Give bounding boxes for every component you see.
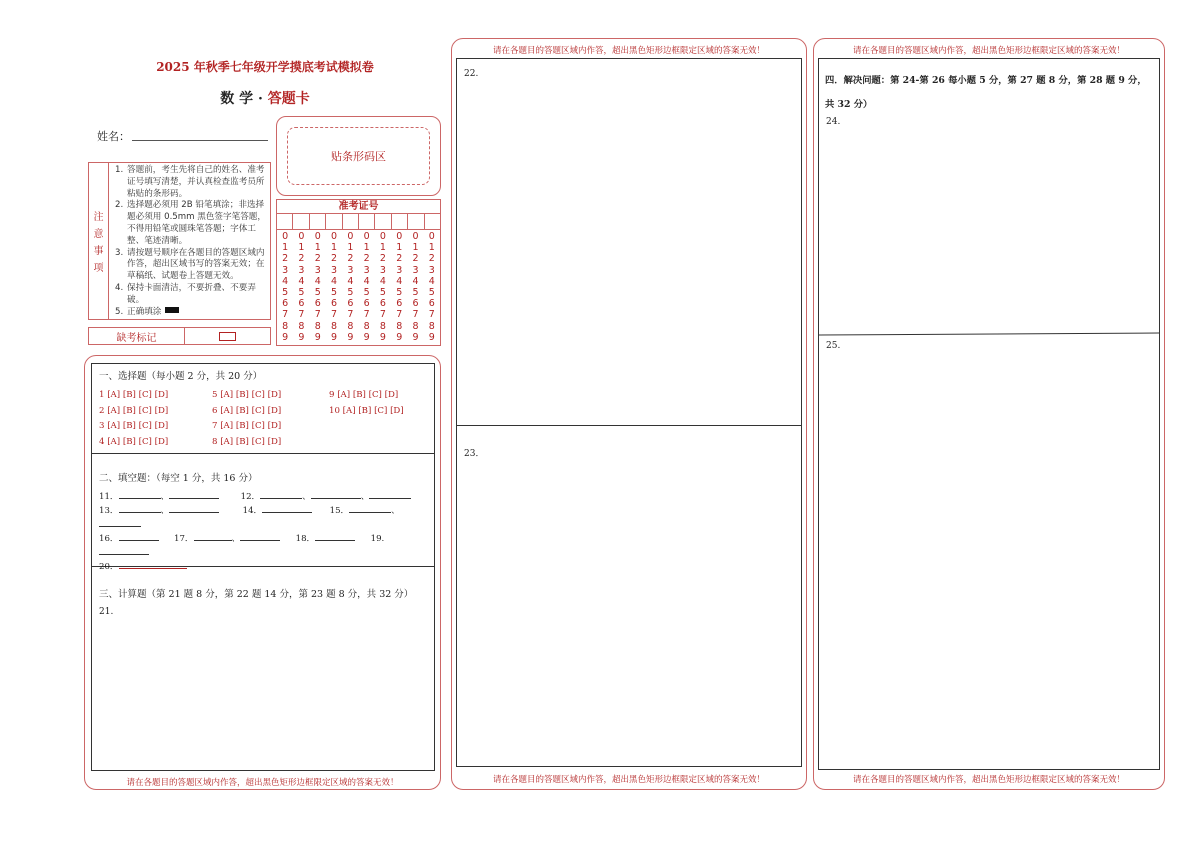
exam-digit-bubble[interactable]: 1 xyxy=(347,242,354,254)
fill-blank[interactable] xyxy=(119,504,161,513)
exam-number-cell[interactable] xyxy=(277,214,293,229)
q-number: 18． xyxy=(295,534,316,544)
note-item xyxy=(115,307,266,319)
notes-side-char: 意 xyxy=(93,229,104,240)
exam-digit-bubble[interactable]: 6 xyxy=(412,298,419,310)
q25-label: 25. xyxy=(826,341,841,351)
subject-label: 数 学 · xyxy=(220,91,268,107)
fill-row: 16． 17． 、 18． 19. xyxy=(99,532,433,560)
exam-number-column xyxy=(293,231,309,343)
exam-number-column xyxy=(391,231,407,343)
exam-digit-bubble[interactable]: 1 xyxy=(396,242,403,254)
exam-digit-bubble[interactable]: 2 xyxy=(282,253,289,265)
exam-digit-bubble[interactable]: 9 xyxy=(428,331,435,343)
barcode-label: 贴条形码区 xyxy=(287,127,430,185)
exam-digit-bubble[interactable]: 7 xyxy=(396,309,403,321)
exam-digit-bubble[interactable]: 7 xyxy=(298,309,305,321)
exam-digit-bubble[interactable]: 2 xyxy=(396,253,403,265)
exam-number-column xyxy=(358,231,374,343)
note-number: 2. xyxy=(115,200,124,211)
fill-row: 13． 、 14． 15． 、 xyxy=(99,504,433,532)
exam-digit-bubble[interactable]: 3 xyxy=(282,264,289,276)
exam-digit-bubble[interactable]: 1 xyxy=(298,242,305,254)
fill-sample-mark xyxy=(165,307,179,313)
exam-digit-bubble[interactable]: 1 xyxy=(412,242,419,254)
q23-label: 23． xyxy=(464,449,485,459)
exam-digit-bubble[interactable]: 2 xyxy=(314,253,321,265)
fill-blank[interactable] xyxy=(169,504,219,513)
exam-digit-bubble[interactable]: 9 xyxy=(347,331,354,343)
note-text: 选择题必须用 2B 铅笔填涂；非选择题必须用 0.5mm 黑色签字笔答题，不得用铅笔或圆珠笔答题；字体工整、笔迹清晰。 xyxy=(127,200,266,246)
fill-blank[interactable] xyxy=(194,532,232,541)
exam-digit-bubble[interactable]: 3 xyxy=(396,264,403,276)
notes-side-char: 事 xyxy=(93,246,104,257)
exam-digit-bubble[interactable]: 9 xyxy=(298,331,305,343)
mc-question[interactable]: 2 [A] [B] [C] [D] xyxy=(99,405,169,416)
exam-digit-bubble[interactable]: 9 xyxy=(396,331,403,343)
note-number: 3. xyxy=(115,247,124,258)
fill-blank[interactable] xyxy=(169,490,219,499)
note-item xyxy=(115,200,266,247)
note-text: 请按题号顺序在各题目的答题区域内作答，超出区域书写的答案无效；在草稿纸、试题卷上答题无效。 xyxy=(127,247,265,282)
absent-mark-row xyxy=(88,327,271,345)
exam-digit-bubble[interactable]: 6 xyxy=(379,298,386,310)
warning-note: 请在各题目的答题区域内作答，超出黑色矩形边框限定区域的答案无效！ xyxy=(492,46,765,56)
warning-note: 请在各题目的答题区域内作答，超出黑色矩形边框限定区域的答案无效！ xyxy=(852,46,1125,56)
exam-digit-bubble[interactable]: 7 xyxy=(428,309,435,321)
notes-box xyxy=(88,162,271,320)
exam-digit-bubble[interactable]: 1 xyxy=(363,242,370,254)
notes-side-char: 注 xyxy=(93,212,104,223)
exam-digit-bubble[interactable]: 5 xyxy=(379,287,386,299)
q-number: 17． xyxy=(174,534,194,544)
exam-digit-bubble[interactable]: 4 xyxy=(412,275,419,287)
exam-digit-bubble[interactable]: 6 xyxy=(298,298,305,310)
q24-label: 24. xyxy=(826,117,841,127)
fill-blank[interactable] xyxy=(99,518,141,527)
q-number: 19. xyxy=(370,534,385,544)
fill-blank[interactable] xyxy=(119,490,161,499)
fill-blank[interactable] xyxy=(119,532,159,541)
exam-digit-bubble[interactable]: 5 xyxy=(396,287,403,299)
exam-digit-bubble[interactable]: 9 xyxy=(379,331,386,343)
exam-digit-bubble[interactable]: 1 xyxy=(428,242,435,254)
fill-blank[interactable] xyxy=(311,490,361,499)
exam-number-cell[interactable] xyxy=(343,214,359,229)
exam-digit-bubble[interactable]: 0 xyxy=(412,231,419,242)
exam-digit-bubble[interactable]: 6 xyxy=(314,298,321,310)
exam-digit-bubble[interactable]: 1 xyxy=(314,242,321,254)
exam-digit-bubble[interactable]: 0 xyxy=(428,231,435,242)
q-number: 15． xyxy=(329,506,350,516)
exam-digit-bubble[interactable]: 9 xyxy=(314,331,321,343)
fill-row: 11． 、 12． 、 、 xyxy=(99,490,433,504)
exam-digit-bubble[interactable]: 1 xyxy=(331,242,338,254)
exam-digit-bubble[interactable]: 4 xyxy=(363,275,370,287)
exam-digit-bubble[interactable]: 0 xyxy=(314,231,321,242)
exam-digit-bubble[interactable]: 7 xyxy=(331,309,338,321)
exam-digit-bubble[interactable]: 3 xyxy=(412,264,419,276)
exam-digit-bubble[interactable]: 4 xyxy=(428,275,435,287)
note-item xyxy=(115,283,266,307)
note-text: 保持卡面清洁，不要折叠、不要弄破。 xyxy=(127,282,256,305)
notes-list xyxy=(109,163,270,319)
exam-digit-bubble[interactable]: 4 xyxy=(396,275,403,287)
notes-side-char: 项 xyxy=(93,263,104,274)
exam-digit-bubble[interactable]: 0 xyxy=(396,231,403,242)
q21-label: 21. xyxy=(99,607,114,617)
mc-question[interactable]: 10 [A] [B] [C] [D] xyxy=(329,405,404,416)
section2-box xyxy=(91,454,435,572)
fill-blank[interactable] xyxy=(315,532,355,541)
exam-digit-bubble[interactable]: 5 xyxy=(314,287,321,299)
exam-digit-bubble[interactable]: 4 xyxy=(347,275,354,287)
section2-title: 二、填空题：（每空 1 分，共 16 分） xyxy=(99,473,258,484)
exam-digit-bubble[interactable]: 2 xyxy=(298,253,305,265)
warning-note: 请在各题目的答题区域内作答，超出黑色矩形边框限定区域的答案无效！ xyxy=(492,775,765,785)
mc-question[interactable]: 8 [A] [B] [C] [D] xyxy=(212,436,282,447)
exam-digit-bubble[interactable]: 6 xyxy=(363,298,370,310)
q-number: 20． xyxy=(99,562,119,572)
exam-digit-bubble[interactable]: 5 xyxy=(282,287,289,299)
exam-digit-bubble[interactable]: 4 xyxy=(379,275,386,287)
exam-title: 2025 年秋季七年级开学摸底考试模拟卷 xyxy=(156,60,374,74)
fill-blank[interactable] xyxy=(349,504,391,513)
exam-digit-bubble[interactable]: 8 xyxy=(282,320,289,332)
notes-side-label xyxy=(89,163,109,319)
mc-column-1 xyxy=(99,388,168,450)
exam-digit-bubble[interactable]: 5 xyxy=(347,287,354,299)
exam-digit-bubble[interactable]: 5 xyxy=(363,287,370,299)
exam-digit-bubble[interactable]: 7 xyxy=(379,309,386,321)
q23-answer-box[interactable] xyxy=(456,426,802,767)
fill-blank[interactable] xyxy=(369,490,411,499)
section3-title: 三、计算题（第 21 题 8 分，第 22 题 14 分，第 23 题 8 分，共 32 分） xyxy=(99,589,414,600)
exam-digit-bubble[interactable]: 0 xyxy=(282,231,289,242)
exam-digit-bubble[interactable]: 5 xyxy=(331,287,338,299)
exam-digit-bubble[interactable]: 7 xyxy=(412,309,419,321)
answer-card-label: 答题卡 xyxy=(267,91,310,107)
absent-label: 缺考标记 xyxy=(89,328,185,344)
exam-digit-bubble[interactable]: 8 xyxy=(428,320,435,332)
exam-digit-bubble[interactable]: 5 xyxy=(412,287,419,299)
exam-digit-bubble[interactable]: 2 xyxy=(331,253,338,265)
note-number: 5. xyxy=(115,306,124,317)
exam-digit-bubble[interactable]: 6 xyxy=(347,298,354,310)
exam-digit-bubble[interactable]: 7 xyxy=(314,309,321,321)
exam-number-title: 准考证号 xyxy=(277,200,440,214)
exam-digit-bubble[interactable]: 6 xyxy=(282,298,289,310)
q-number: 11． xyxy=(99,492,119,502)
mc-question[interactable]: 5 [A] [B] [C] [D] xyxy=(212,390,282,400)
q-number: 13． xyxy=(99,506,119,516)
mc-column-3 xyxy=(329,388,404,419)
exam-digit-bubble[interactable]: 2 xyxy=(379,253,386,265)
exam-digit-bubble[interactable]: 4 xyxy=(331,275,338,287)
exam-digit-bubble[interactable]: 4 xyxy=(282,275,289,287)
exam-digit-bubble[interactable]: 3 xyxy=(363,264,370,276)
exam-digit-bubble[interactable]: 9 xyxy=(363,331,370,343)
q25-answer-box[interactable] xyxy=(819,336,1159,769)
warning-note: 请在各题目的答题区域内作答，超出黑色矩形边框限定区域的答案无效！ xyxy=(852,775,1125,785)
fill-blank[interactable] xyxy=(99,546,149,555)
exam-digit-bubble[interactable]: 3 xyxy=(428,264,435,276)
exam-digit-bubble[interactable]: 5 xyxy=(428,287,435,299)
exam-number-cell[interactable] xyxy=(425,214,440,229)
section4-title-line2: 共 32 分） xyxy=(825,99,873,110)
exam-number-write-cells xyxy=(277,214,440,230)
exam-digit-bubble[interactable]: 3 xyxy=(298,264,305,276)
note-number: 4. xyxy=(115,282,124,293)
name-label: 姓名： xyxy=(97,130,130,143)
fill-blank[interactable] xyxy=(240,532,280,541)
exam-digit-bubble[interactable]: 4 xyxy=(298,275,305,287)
exam-number-cell[interactable] xyxy=(293,214,309,229)
exam-number-column xyxy=(375,231,391,343)
exam-digit-bubble[interactable]: 2 xyxy=(363,253,370,265)
fill-in-rows xyxy=(99,490,433,574)
exam-digit-bubble[interactable]: 8 xyxy=(396,320,403,332)
exam-number-grid xyxy=(276,199,441,346)
exam-digit-bubble[interactable]: 9 xyxy=(412,331,419,343)
exam-number-column xyxy=(310,231,326,343)
exam-number-column xyxy=(277,231,293,343)
name-field[interactable] xyxy=(132,140,268,141)
note-item xyxy=(115,248,266,283)
warning-note: 请在各题目的答题区域内作答，超出黑色矩形边框限定区域的答案无效！ xyxy=(126,778,399,788)
exam-number-column xyxy=(326,231,342,343)
exam-digit-bubble[interactable]: 9 xyxy=(331,331,338,343)
mc-question[interactable]: 4 [A] [B] [C] [D] xyxy=(99,436,169,447)
exam-number-bubbles xyxy=(277,230,440,343)
exam-digit-bubble[interactable]: 3 xyxy=(331,264,338,276)
fill-blank[interactable] xyxy=(262,504,312,513)
exam-digit-bubble[interactable]: 8 xyxy=(379,320,386,332)
exam-digit-bubble[interactable]: 3 xyxy=(314,264,321,276)
exam-number-cell[interactable] xyxy=(310,214,326,229)
exam-digit-bubble[interactable]: 1 xyxy=(282,242,289,254)
barcode-area xyxy=(276,116,441,196)
absent-box-cell xyxy=(185,328,270,344)
exam-digit-bubble[interactable]: 4 xyxy=(314,275,321,287)
exam-digit-bubble[interactable]: 2 xyxy=(347,253,354,265)
q22-answer-box[interactable] xyxy=(456,58,802,426)
exam-number-cell[interactable] xyxy=(408,214,424,229)
exam-digit-bubble[interactable]: 8 xyxy=(347,320,354,332)
exam-digit-bubble[interactable]: 0 xyxy=(379,231,386,242)
exam-number-column xyxy=(424,231,440,343)
exam-digit-bubble[interactable]: 3 xyxy=(347,264,354,276)
exam-digit-bubble[interactable]: 0 xyxy=(363,231,370,242)
exam-digit-bubble[interactable]: 2 xyxy=(412,253,419,265)
q-number: 16． xyxy=(99,534,119,544)
note-text: 正确填涂 xyxy=(127,306,162,317)
mc-question[interactable]: 1 [A] [B] [C] [D] xyxy=(99,390,169,400)
exam-digit-bubble[interactable]: 7 xyxy=(282,309,289,321)
exam-digit-bubble[interactable]: 7 xyxy=(347,309,354,321)
exam-digit-bubble[interactable]: 2 xyxy=(428,253,435,265)
section1-title: 一、选择题（每小题 2 分，共 20 分） xyxy=(99,371,263,382)
exam-digit-bubble[interactable]: 8 xyxy=(314,320,321,332)
section1-box xyxy=(91,363,435,454)
exam-digit-bubble[interactable]: 5 xyxy=(298,287,305,299)
exam-number-column xyxy=(407,231,423,343)
exam-digit-bubble[interactable]: 6 xyxy=(428,298,435,310)
exam-digit-bubble[interactable]: 9 xyxy=(282,331,289,343)
exam-digit-bubble[interactable]: 6 xyxy=(396,298,403,310)
q-number: 12． xyxy=(240,492,261,502)
exam-digit-bubble[interactable]: 3 xyxy=(379,264,386,276)
exam-number-column xyxy=(342,231,358,343)
exam-number-cell[interactable] xyxy=(359,214,375,229)
exam-number-cell[interactable] xyxy=(392,214,408,229)
section4-title xyxy=(825,69,1157,117)
exam-digit-bubble[interactable]: 8 xyxy=(363,320,370,332)
right-answer-box xyxy=(818,58,1160,770)
exam-digit-bubble[interactable]: 8 xyxy=(298,320,305,332)
exam-digit-bubble[interactable]: 0 xyxy=(347,231,354,242)
note-text: 答题前，考生先将自己的姓名、准考证号填写清楚，并认真检查监考员所粘贴的条形码。 xyxy=(127,165,265,199)
exam-number-cell[interactable] xyxy=(326,214,342,229)
exam-digit-bubble[interactable]: 6 xyxy=(331,298,338,310)
mc-question[interactable]: 7 [A] [B] [C] [D] xyxy=(212,421,282,431)
exam-digit-bubble[interactable]: 1 xyxy=(379,242,386,254)
absent-checkbox[interactable] xyxy=(219,332,236,341)
section3-box[interactable] xyxy=(91,567,435,771)
mc-question[interactable]: 3 [A] [B] [C] [D] xyxy=(99,421,169,431)
exam-number-cell[interactable] xyxy=(375,214,391,229)
exam-digit-bubble[interactable]: 7 xyxy=(363,309,370,321)
fill-blank[interactable] xyxy=(260,490,302,499)
section4-title-line1: 四．解决问题：第 24-第 26 每小题 5 分，第 27 题 8 分，第 28 题 9 分， xyxy=(825,75,1147,86)
q24-q25-divider xyxy=(819,333,1159,335)
exam-digit-bubble[interactable]: 0 xyxy=(331,231,338,242)
subject-title xyxy=(90,88,440,108)
q-number: 14． xyxy=(242,506,263,516)
mc-question[interactable]: 9 [A] [B] [C] [D] xyxy=(329,390,399,400)
mc-column-2 xyxy=(212,388,281,450)
note-item xyxy=(115,165,266,200)
note-number: 1. xyxy=(115,165,124,175)
exam-digit-bubble[interactable]: 0 xyxy=(298,231,305,242)
exam-digit-bubble[interactable]: 8 xyxy=(412,320,419,332)
exam-digit-bubble[interactable]: 8 xyxy=(331,320,338,332)
mc-question[interactable]: 6 [A] [B] [C] [D] xyxy=(212,405,282,416)
q22-label: 22. xyxy=(464,69,479,79)
